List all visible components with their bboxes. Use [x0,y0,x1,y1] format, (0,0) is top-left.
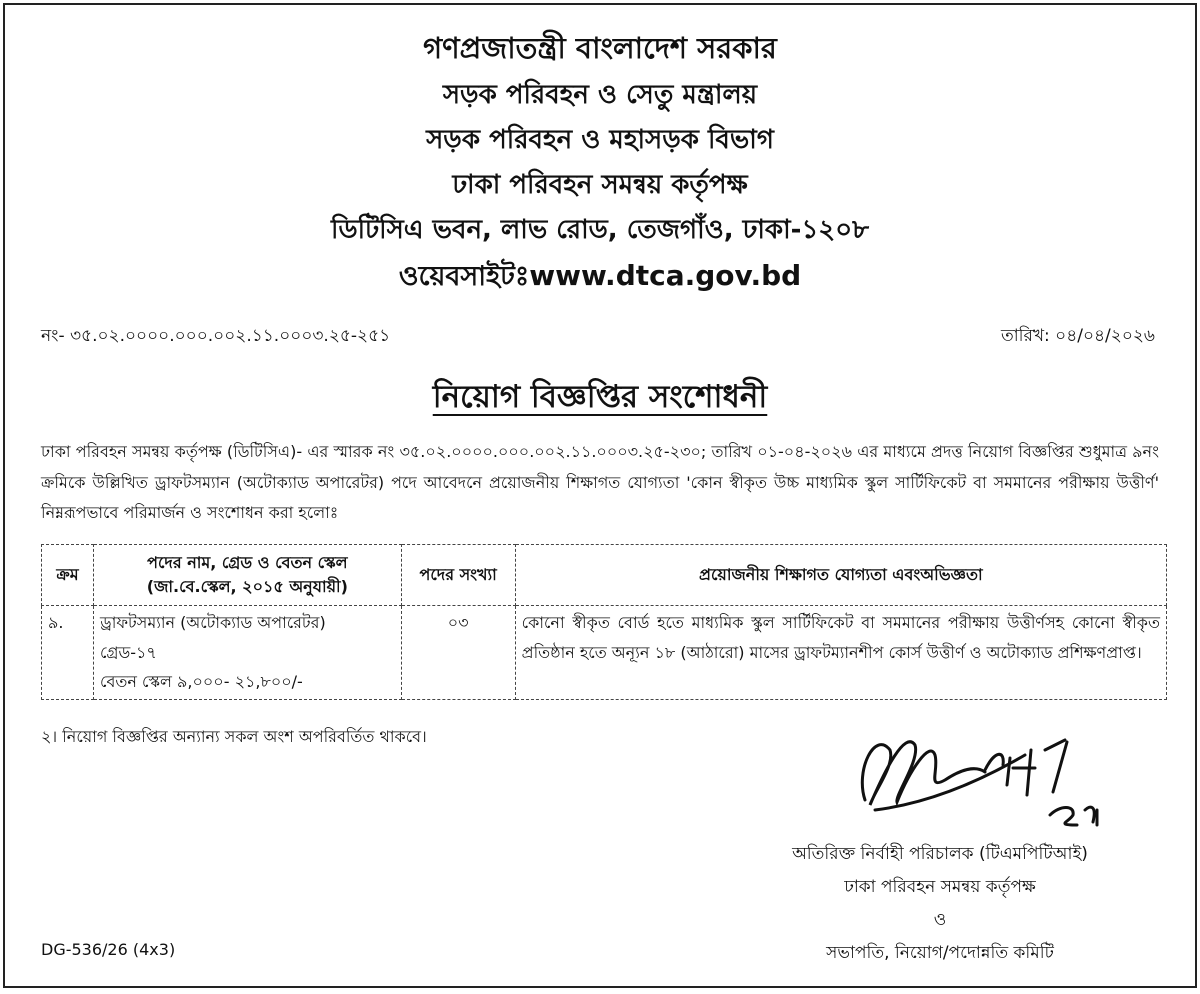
row-post [93,606,401,700]
row-serial: ৯. [42,606,94,700]
office-address: ডিটিসিএ ভবন, লাভ রোড, তেজগাঁও, ঢাকা-১২০৮ [331,215,869,246]
header-post [93,545,401,606]
header-count: পদের সংখ্যা [401,545,515,606]
header-post-line2: (জা.বে.স্কেল, ২০১৫ অনুযায়ী) [146,577,348,596]
table-header-row [42,545,1167,606]
row-qualification: কোনো স্বীকৃত বোর্ড হতে মাধ্যমিক স্কুল সার্টিফিকেট বা সমমানের পরীক্ষায় উত্তীর্ণসহ কোনো স্বীকৃত প্রতিষ্ঠান হতে অন্যূন ১৮ (আঠারো) মাসের ড্রাফটম্যানশীপ কোর্স উত্তীর্ণ ও অটোক্যাড প্রশিক্ষণপ্রাপ্ত। [515,606,1166,700]
notice-document [3,3,1197,988]
header-post-line1: পদের নাম, গ্রেড ও বেতন স্কেল [147,553,348,572]
table-row [42,606,1167,700]
signatory-office: ঢাকা পরিবহন সমন্বয় কর্তৃপক্ষ [844,877,1036,898]
notice-title-text: নিয়োগ বিজ্ঞপ্তির সংশোধনী [432,379,768,415]
signatory-conjunction: ও [933,910,947,931]
authority-name: ঢাকা পরিবহন সমন্বয় কর্তৃপক্ষ [452,170,748,201]
government-name: গণপ্রজাতন্ত্রী বাংলাদেশ সরকার [423,31,777,65]
website-url[interactable]: www.dtca.gov.bd [529,258,802,292]
signatory-designation: অতিরিক্ত নির্বাহী পরিচালক (টিএমপিটিআই) [792,844,1088,864]
memo-date: তারিখ: ০৪/০৪/২০২৬ [1000,326,1155,346]
signature-date-strokes [985,740,1097,825]
row-grade: গ্রেড-১৭ [99,642,157,662]
row-post-name: ড্রাফটসম্যান (অটোক্যাড অপারেটর) [99,613,326,632]
website-label: ওয়েবসাইটঃ [398,260,530,292]
header-serial: ক্রম [42,545,94,606]
header-qualification: প্রয়োজনীয় শিক্ষাগত যোগ্যতা এবংঅভিজ্ঞতা [515,545,1166,606]
division-name: সড়ক পরিবহন ও মহাসড়ক বিভাগ [426,124,774,155]
memo-number: নং- ৩৫.০২.০০০০.০০০.০০২.১১.০০০৩.২৫-২৫১ [41,326,391,346]
handwritten-signature [835,710,1115,830]
signature-stroke [862,742,1025,810]
letterhead [5,31,1195,293]
row-count: ০৩ [401,606,515,700]
posts-table [41,544,1167,700]
intro-paragraph: ঢাকা পরিবহন সমন্বয় কর্তৃপক্ষ (ডিটিসিএ)- এর স্মারক নং ৩৫.০২.০০০০.০০০.০০২.১১.০০০৩.২৫-২৩০; তারিখ ০১-০৪-২০২৬ এর মাধ্যমে প্রদত্ত নিয়োগ বিজ্ঞপ্তির শুধুমাত্র ৯নং ক্রমিকে উল্লিখিত ড্রাফটসম্যান (অটোক্যাড অপারেটর) পদে আবেদনে প্রয়োজনীয় শিক্ষাগত যোগ্যতা 'কোন স্বীকৃত উচ্চ মাধ্যমিক স্কুল সার্টিফিকেট বা সমমানের পরীক্ষায় উত্তীর্ণ' নিম্নরূপভাবে পরিমার্জন ও সংশোধন করা হলোঃ [41,442,1159,523]
note-paragraph: ২। নিয়োগ বিজ্ঞপ্তির অন্যান্য সকল অংশ অপরিবর্তিত থাকবে। [41,727,427,746]
ministry-name: সড়ক পরিবহন ও সেতু মন্ত্রালয় [442,79,758,110]
signatory-committee: সভাপতি, নিয়োগ/পদোন্নতি কমিটি [826,943,1054,964]
website-line [5,259,1195,293]
notice-title [5,373,1195,425]
row-scale: বেতন স্কেল ৯,০০০- ২১,৮০০/- [99,672,303,692]
publication-code: DG-536/26 (4x3) [41,940,176,959]
signatory-block [705,838,1175,971]
